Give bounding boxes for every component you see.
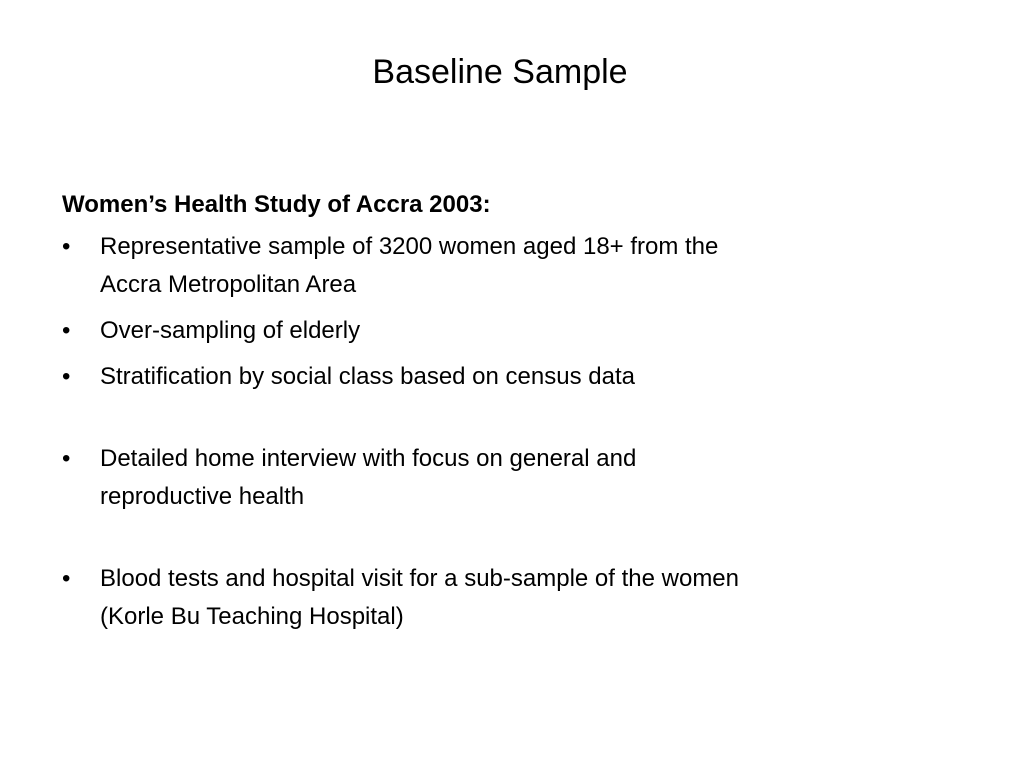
bullet-dot-icon: • [62,233,71,260]
bullet-text: Stratification by social class based on census data [100,363,635,390]
bullet-text: Representative sample of 3200 women aged 18+ from the Accra Metropolitan Area [100,233,719,298]
bullet-item [62,560,962,636]
study-heading: Women’s Health Study of Accra 2003: [62,191,491,218]
bullet-item [62,358,962,396]
bullet-text: Over-sampling of elderly [100,317,361,344]
slide-title: Baseline Sample [372,53,628,91]
bullet-item [62,440,962,516]
slide-content [62,186,962,644]
bullet-item [62,312,962,350]
bullet-text: Detailed home interview with focus on general and reproductive health [100,445,637,510]
bullet-text: Blood tests and hospital visit for a sub-sample of the women (Korle Bu Teaching Hospital) [100,565,739,630]
bullet-dot-icon: • [62,445,71,472]
bullet-dot-icon: • [62,565,71,592]
bullet-item [62,228,962,304]
bullet-list [62,228,962,636]
bullet-dot-icon: • [62,363,71,390]
bullet-dot-icon: • [62,317,71,344]
